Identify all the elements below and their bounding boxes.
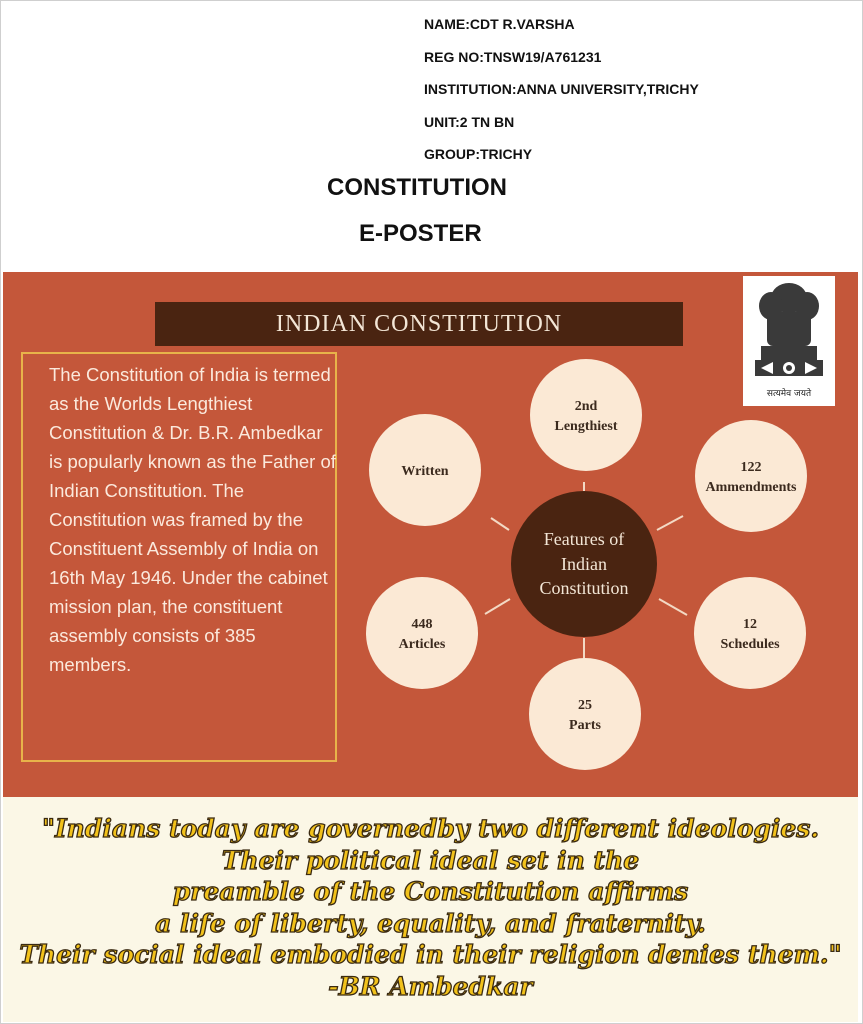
quote-line: Their social ideal embodied in their religion denies them." [19,940,842,969]
feature-label: 25 [578,698,592,713]
quote-line: Their political ideal set in the [221,845,640,875]
reg-no-line: REG NO:TNSW19/A761231 [424,48,602,65]
feature-node [530,359,642,471]
constitution-poster [3,272,858,797]
description-text: The Constitution of India is termed as the Worlds Lengthiest Constitution & Dr. B.R. Ambedkar is popularly known as the Father of Indian Constitution. The Constitution was framed by the Constituent Assembly of India on 16th May 1946. Under the cabinet mission plan, the constituent assembly consists of 385 members. [49,364,336,675]
diagram-spoke [491,518,509,530]
quote-section [3,797,858,1022]
feature-label: 2nd [574,399,598,414]
unit-line: UNIT:2 TN BN [424,113,515,130]
student-info [424,14,699,177]
feature-node [694,577,806,689]
ambedkar-quote [3,813,858,1002]
feature-label: Written [401,464,449,479]
institution-line: INSTITUTION:ANNA UNIVERSITY,TRICHY [424,81,699,97]
diagram-spoke [659,599,687,615]
page-title: CONSTITUTION [327,174,507,201]
feature-label: Schedules [720,637,780,652]
feature-label: Lengthiest [554,419,618,434]
feature-label: Ammendments [705,480,797,495]
center-label-line: Indian [561,554,607,574]
group-line: GROUP:TRICHY [424,146,533,162]
diagram-spoke [657,516,683,530]
poster-banner: INDIAN CONSTITUTION [155,302,683,346]
description-box [21,352,337,762]
lion-capital-icon [743,276,835,386]
feature-label: Articles [398,637,446,652]
quote-line: a life of liberty, equality, and fraternity. [155,908,706,938]
quote-line: "Indians today are governedby two different ideologies. [41,814,820,843]
page-subtitle: E-POSTER [359,220,482,247]
center-label-line: Constitution [539,578,629,598]
feature-node [695,420,807,532]
feature-label: 448 [411,617,433,632]
diagram-spoke [485,599,510,614]
feature-node [529,658,641,770]
feature-label: Parts [569,718,601,733]
quote-attribution: -BR Ambedkar [328,971,533,1001]
national-emblem [743,276,835,406]
emblem-motto: सत्यमेव जयते [766,389,812,399]
center-label-line: Features of [543,529,625,549]
feature-label: 12 [743,617,757,632]
quote-line: preamble of the Constitution affirms [172,877,689,906]
feature-label: 122 [740,460,762,475]
name-line: NAME:CDT R.VARSHA [424,16,575,32]
feature-node [366,577,478,689]
